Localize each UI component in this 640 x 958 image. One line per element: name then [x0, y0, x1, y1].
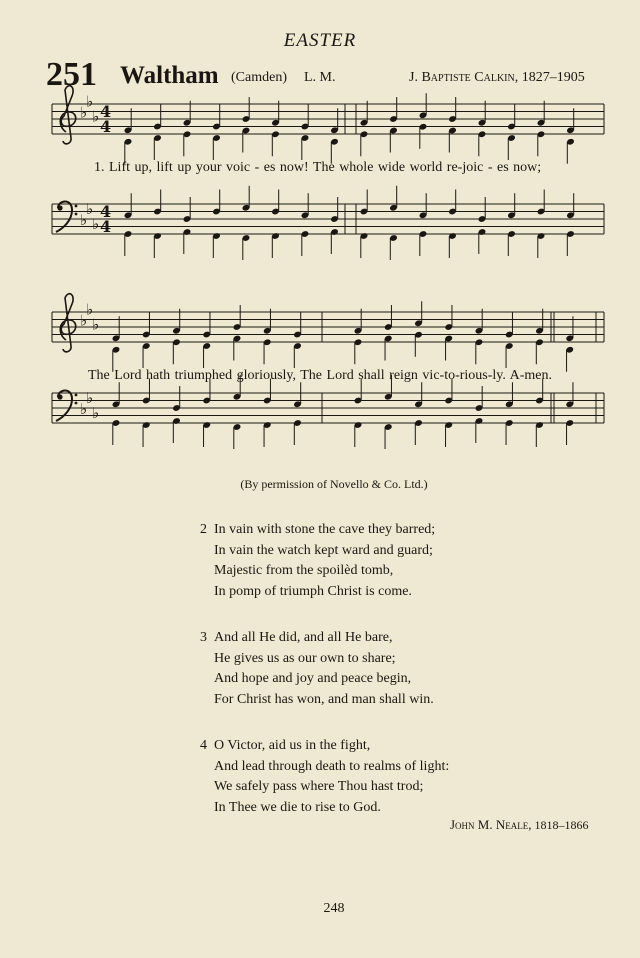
page-number: 248	[323, 901, 345, 916]
stanza-line: In Thee we die to rise to God.	[214, 799, 381, 815]
stanza-line: And all He did, and all He bare,	[214, 630, 393, 645]
stanza-line: We safely pass where Thou hast trod;	[214, 779, 424, 794]
stanza-3	[200, 628, 434, 710]
stanza-line: And lead through death to realms of light:	[214, 758, 450, 774]
stanza-2	[200, 520, 435, 602]
flat-sign: ♭	[92, 403, 100, 422]
flat-sign: ♭	[80, 311, 88, 330]
time-signature: 4	[100, 117, 112, 136]
flat-sign: ♭	[80, 103, 88, 122]
author-dates: 1818–1866	[534, 818, 589, 832]
lyrics-line-1: 1. Lift up, lift up your voic - es now! The whole wide world re-joic - es now;	[94, 160, 542, 175]
stanza-line: In pomp of triumph Christ is come.	[214, 583, 412, 599]
stanza-number: 3	[200, 630, 207, 645]
author	[450, 817, 589, 833]
time-signature: 4	[100, 202, 112, 221]
meter: L. M.	[304, 70, 336, 85]
composer-name: J. Baptiste Calkin,	[409, 70, 519, 85]
staff-systems	[52, 86, 604, 449]
flat-sign: ♭	[92, 107, 100, 126]
stanza-number: 4	[200, 738, 207, 753]
author-name: John M. Neale,	[450, 817, 532, 832]
alternate-tune-name: (Camden)	[231, 70, 287, 85]
flat-sign: ♭	[92, 214, 100, 233]
bass-clef	[56, 391, 77, 422]
hymn-number: 251	[46, 56, 97, 93]
bass-clef	[56, 202, 77, 233]
time-signature: 4	[100, 102, 112, 121]
stanza-line: O Victor, aid us in the fight,	[214, 738, 371, 753]
time-signature: 4	[100, 217, 112, 236]
flat-sign: ♭	[86, 92, 94, 111]
flat-sign: ♭	[80, 211, 88, 229]
permission-note: (By permission of Novello & Co. Ltd.)	[240, 477, 428, 491]
lyrics-line-2: The Lord hath triumphed gloriously, The Lord shall reign vic-to-rious-ly. A-men.	[88, 368, 552, 383]
stanza-4	[200, 736, 449, 818]
section-title: EASTER	[283, 30, 357, 51]
stanza-number: 2	[200, 522, 207, 537]
music-score	[0, 0, 640, 470]
stanza-line: For Christ has won, and man shall win.	[214, 691, 434, 707]
flat-sign: ♭	[80, 400, 88, 418]
stanza-line: In vain with stone the cave they barred;	[214, 522, 436, 537]
stanza-line: He gives us as our own to share;	[214, 650, 396, 666]
stanza-line: And hope and joy and peace begin,	[214, 671, 412, 686]
flat-sign: ♭	[86, 199, 94, 218]
flat-sign: ♭	[86, 388, 94, 407]
stanza-line: In vain the watch kept ward and guard;	[214, 542, 433, 558]
tune-name: Waltham	[120, 62, 219, 89]
flat-sign: ♭	[86, 300, 94, 319]
flat-sign: ♭	[92, 315, 100, 334]
composer-dates: 1827–1905	[521, 70, 585, 85]
stanza-line: Majestic from the spoilèd tomb,	[214, 563, 394, 578]
treble-clef	[60, 294, 75, 352]
treble-clef	[60, 86, 75, 144]
